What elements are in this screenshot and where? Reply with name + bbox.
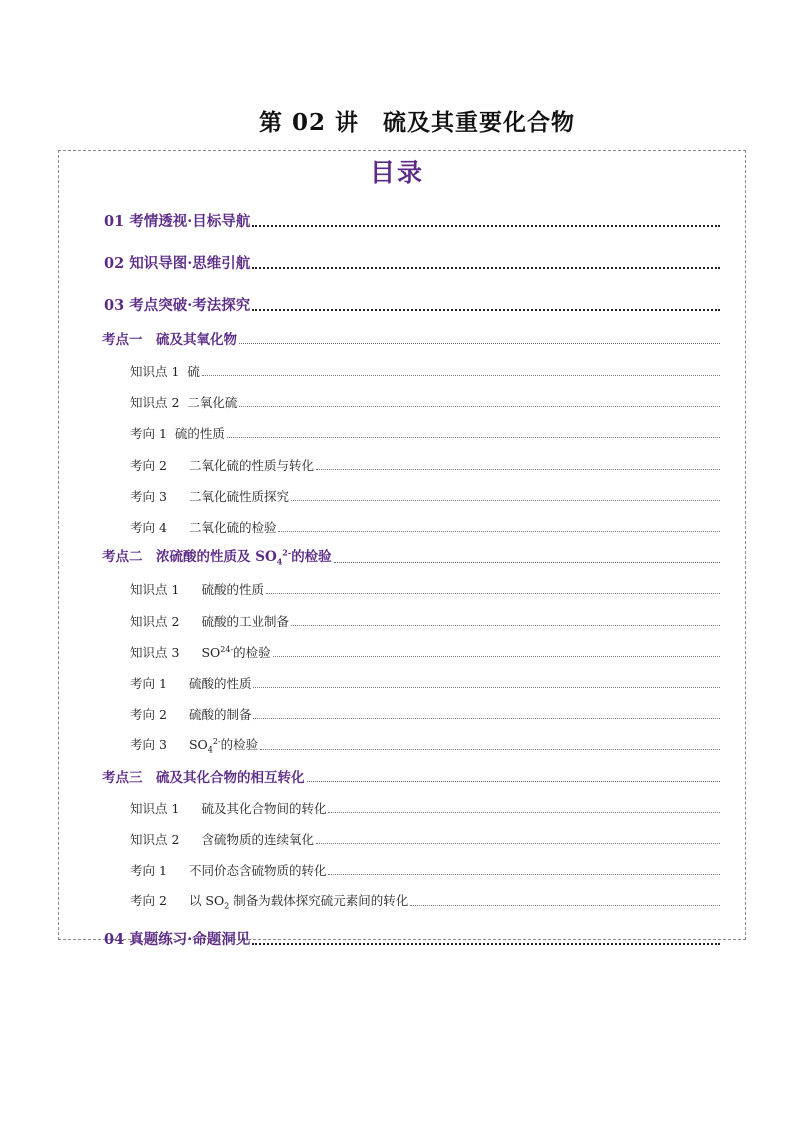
- toc-heading: 目录: [369, 158, 424, 187]
- toc-item[interactable]: [130, 641, 720, 661]
- toc-item-text: 二氧化硫: [187, 395, 238, 410]
- toc-item-text: 二氧化硫性质探究: [188, 489, 289, 504]
- subscript: 2: [224, 901, 230, 910]
- leader-dots: [328, 873, 720, 875]
- toc-item-text: 硫: [187, 364, 200, 379]
- leader-dots: [227, 436, 720, 438]
- leader-dots: [291, 499, 720, 501]
- toc-kaodian-label: 考点二 浓硫酸的性质及 SO: [102, 549, 277, 566]
- toc-kaodian-3[interactable]: [102, 766, 720, 786]
- toc-item[interactable]: [130, 485, 720, 505]
- toc-item[interactable]: [130, 422, 720, 442]
- toc-kaodian-label: 考点三 硫及其化合物的相互转化: [102, 770, 305, 786]
- leader-dots: [307, 780, 721, 782]
- toc-item[interactable]: [130, 516, 720, 536]
- toc-item-tag: 知识点 2: [130, 832, 180, 847]
- leader-dots: [252, 942, 720, 945]
- toc-item-tag: 知识点 3: [130, 645, 180, 660]
- leader-dots: [266, 592, 720, 594]
- toc-kaodian-label-suffix: 的检验: [291, 549, 332, 566]
- toc-item[interactable]: [130, 672, 720, 692]
- leader-dots: [252, 224, 720, 227]
- toc-section-01[interactable]: [104, 211, 720, 231]
- superscript: 24-: [220, 644, 234, 654]
- toc-item-text: 硫及其化合物间的转化: [201, 801, 327, 816]
- toc-item-tag: 知识点 1: [130, 801, 180, 816]
- toc-item-tag: 考向 2: [130, 892, 167, 908]
- toc-item[interactable]: [130, 734, 720, 754]
- toc-item[interactable]: [130, 797, 720, 817]
- toc-item-tag: 考向 1: [130, 426, 167, 441]
- toc-item-tag: 考向 1: [130, 863, 167, 878]
- leader-dots: [253, 686, 720, 688]
- toc-item-tag: 知识点 2: [130, 395, 180, 410]
- toc-section-label: 04 真题练习·命题洞见: [104, 931, 251, 948]
- toc-item-tag: 考向 4: [130, 520, 167, 535]
- leader-dots: [252, 266, 720, 269]
- leader-dots: [253, 717, 720, 719]
- toc-item-tag: 考向 3: [130, 489, 167, 504]
- toc-item-tag: 考向 2: [130, 458, 167, 473]
- toc-item[interactable]: [130, 454, 720, 474]
- toc-item-text: 以 SO: [188, 892, 225, 908]
- toc-item-text: SO: [188, 736, 208, 752]
- leader-dots: [273, 655, 720, 657]
- toc-item-text-suffix: 制备为载体探究硫元素间的转化: [229, 892, 409, 908]
- toc-item[interactable]: [130, 578, 720, 598]
- leader-dots: [252, 308, 720, 311]
- leader-dots: [239, 405, 720, 407]
- toc-item[interactable]: [130, 828, 720, 848]
- toc-item-tag: 考向 3: [130, 736, 167, 752]
- leader-dots: [410, 904, 720, 906]
- toc-item-text: 二氧化硫的性质与转化: [188, 458, 314, 473]
- toc-item[interactable]: [130, 890, 720, 910]
- toc-item[interactable]: [130, 391, 720, 411]
- leader-dots: [260, 748, 720, 750]
- toc-item-tag: 知识点 2: [130, 614, 180, 629]
- toc-section-label: 03 考点突破·考法探究: [104, 297, 251, 314]
- toc-item-tag: 知识点 1: [130, 364, 180, 379]
- subscript: 4: [207, 745, 213, 754]
- toc-section-02[interactable]: [104, 253, 720, 273]
- leader-dots: [316, 468, 720, 470]
- leader-dots: [202, 374, 720, 376]
- toc-item-text: 硫酸的性质: [201, 582, 264, 597]
- toc-section-03[interactable]: [104, 295, 720, 315]
- toc-item[interactable]: [130, 360, 720, 380]
- toc-item[interactable]: [130, 610, 720, 630]
- toc-item-text: 硫的性质: [174, 426, 225, 441]
- toc-section-label: 02 知识导图·思维引航: [104, 255, 251, 272]
- toc-section-label: 01 考情透视·目标导航: [104, 213, 251, 230]
- toc-item-text: SO: [201, 645, 221, 660]
- toc-item-text: 硫酸的制备: [188, 707, 252, 722]
- toc-item-tag: 考向 1: [130, 676, 167, 691]
- superscript: 2-: [282, 547, 292, 558]
- toc-item-text: 含硫物质的连续氧化: [201, 832, 314, 847]
- toc-item-tag: 知识点 1: [130, 582, 180, 597]
- toc-kaodian-label: 考点一 硫及其氧化物: [102, 332, 237, 348]
- toc-item-text: 二氧化硫的检验: [188, 520, 277, 535]
- leader-dots: [239, 342, 720, 344]
- toc-item-text: 硫酸的工业制备: [201, 614, 289, 629]
- toc-kaodian-2[interactable]: [102, 547, 720, 567]
- leader-dots: [316, 842, 720, 844]
- toc-item[interactable]: [130, 703, 720, 723]
- toc-item-tag: 考向 2: [130, 707, 167, 722]
- leader-dots: [328, 811, 720, 813]
- toc-item-text: 硫酸的性质: [188, 676, 252, 691]
- leader-dots: [291, 624, 720, 626]
- toc-item-text-suffix: 的检验: [233, 645, 271, 660]
- toc-section-04[interactable]: [104, 929, 720, 949]
- toc-item-text-suffix: 的检验: [220, 736, 259, 752]
- toc-kaodian-1[interactable]: [102, 328, 720, 348]
- toc-item[interactable]: [130, 859, 720, 879]
- superscript: 2-: [212, 736, 221, 746]
- leader-dots: [334, 561, 720, 563]
- toc-item-text: 不同价态含硫物质的转化: [188, 863, 327, 878]
- page-title: 第 02 讲 硫及其重要化合物: [258, 109, 576, 136]
- leader-dots: [278, 530, 720, 532]
- subscript: 4: [276, 557, 283, 567]
